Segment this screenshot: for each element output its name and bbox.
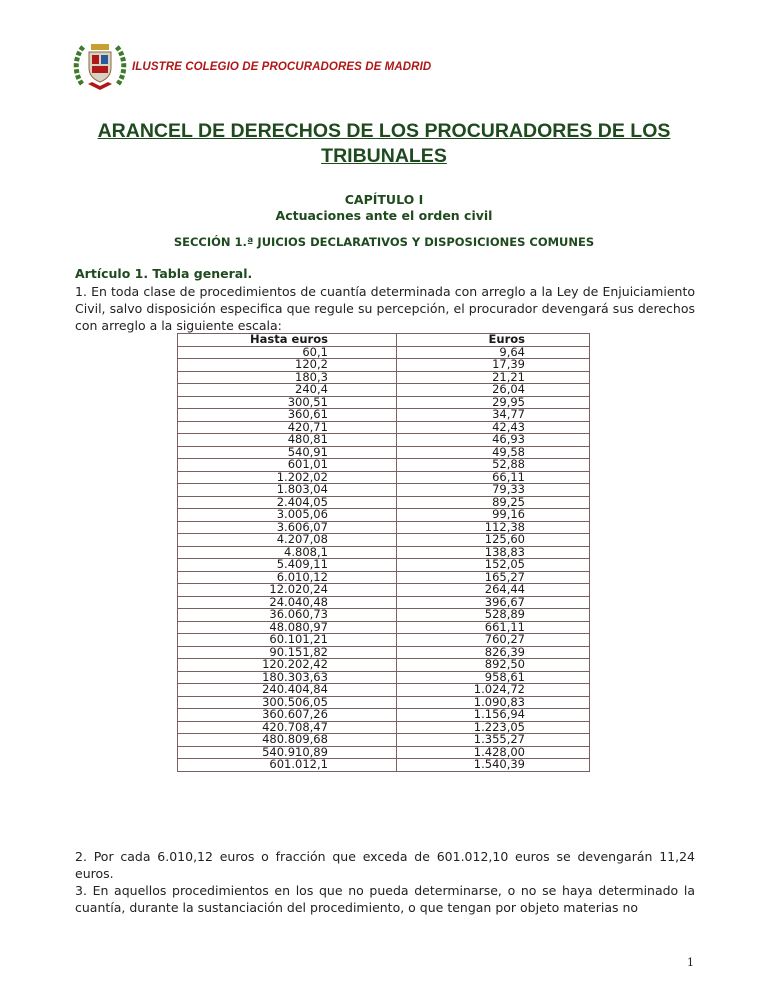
table-row [178,446,590,459]
table-row [178,609,590,622]
table-row [178,521,590,534]
table-row [178,584,590,597]
cell-euros: 1.355,27 [396,734,589,747]
table-row [178,721,590,734]
table-row [178,396,590,409]
cell-hasta-euros: 360.607,26 [178,709,397,722]
table-row [178,659,590,672]
cell-hasta-euros: 300.506,05 [178,696,397,709]
cell-euros: 125,60 [396,534,589,547]
column-header-hasta: Hasta euros [178,334,397,347]
cell-euros: 892,50 [396,659,589,672]
cell-hasta-euros: 300,51 [178,396,397,409]
cell-hasta-euros: 601.012,1 [178,759,397,772]
cell-euros: 26,04 [396,384,589,397]
cell-hasta-euros: 1.803,04 [178,484,397,497]
table-header-row [178,334,590,347]
cell-hasta-euros: 4.207,08 [178,534,397,547]
cell-hasta-euros: 601,01 [178,459,397,472]
cell-hasta-euros: 12.020,24 [178,584,397,597]
table-row [178,534,590,547]
table-row [178,359,590,372]
cell-hasta-euros: 240.404,84 [178,684,397,697]
cell-euros: 1.428,00 [396,746,589,759]
chapter-number: CAPÍTULO I [344,192,424,207]
fee-table-body [178,346,590,771]
cell-euros: 165,27 [396,571,589,584]
document-header [72,40,532,92]
cell-euros: 17,39 [396,359,589,372]
cell-euros: 1.090,83 [396,696,589,709]
cell-euros: 264,44 [396,584,589,597]
table-row [178,434,590,447]
cell-hasta-euros: 3.005,06 [178,509,397,522]
cell-euros: 396,67 [396,596,589,609]
cell-hasta-euros: 3.606,07 [178,521,397,534]
cell-hasta-euros: 540,91 [178,446,397,459]
cell-hasta-euros: 24.040,48 [178,596,397,609]
table-row [178,684,590,697]
article-heading: Artículo 1. Tabla general. [75,266,253,281]
table-row [178,696,590,709]
section-heading: SECCIÓN 1.ª JUICIOS DECLARATIVOS Y DISPOSICIONES COMUNES [173,235,595,249]
cell-euros: 826,39 [396,646,589,659]
coat-of-arms-icon [72,40,128,92]
cell-euros: 112,38 [396,521,589,534]
table-row [178,384,590,397]
cell-euros: 29,95 [396,396,589,409]
cell-euros: 99,16 [396,509,589,522]
paragraph-1: 1. En toda clase de procedimientos de cuantía determinada con arreglo a la Ley de Enjuiciamiento Civil, salvo disposición especifica que regule su percepción, el procurador devengará sus derechos con arreglo a la siguiente escala: [75,284,695,333]
cell-hasta-euros: 36.060,73 [178,609,397,622]
cell-hasta-euros: 180.303,63 [178,671,397,684]
table-row [178,709,590,722]
cell-hasta-euros: 90.151,82 [178,646,397,659]
cell-hasta-euros: 480.809,68 [178,734,397,747]
table-row [178,671,590,684]
table-row [178,346,590,359]
cell-hasta-euros: 360,61 [178,409,397,422]
cell-hasta-euros: 1.202,02 [178,471,397,484]
cell-euros: 760,27 [396,634,589,647]
cell-hasta-euros: 5.409,11 [178,559,397,572]
cell-hasta-euros: 4.808,1 [178,546,397,559]
cell-hasta-euros: 480,81 [178,434,397,447]
table-row [178,621,590,634]
table-row [178,759,590,772]
cell-hasta-euros: 6.010,12 [178,571,397,584]
cell-euros: 66,11 [396,471,589,484]
table-row [178,496,590,509]
cell-hasta-euros: 60,1 [178,346,397,359]
chapter-name: Actuaciones ante el orden civil [275,208,493,223]
cell-hasta-euros: 2.404,05 [178,496,397,509]
table-row [178,371,590,384]
table-row [178,459,590,472]
table-row [178,559,590,572]
cell-hasta-euros: 48.080,97 [178,621,397,634]
cell-hasta-euros: 120,2 [178,359,397,372]
page-number: 1 [687,956,694,969]
table-row [178,471,590,484]
table-row [178,421,590,434]
cell-hasta-euros: 420.708,47 [178,721,397,734]
table-row [178,571,590,584]
cell-hasta-euros: 540.910,89 [178,746,397,759]
organization-name: ILUSTRE COLEGIO DE PROCURADORES DE MADRID [132,61,432,73]
table-row [178,746,590,759]
table-row [178,634,590,647]
document-title: ARANCEL DE DERECHOS DE LOS PROCURADORES DE LOS TRIBUNALES [97,120,671,167]
column-header-euros: Euros [396,334,589,347]
fee-table [177,333,590,772]
table-row [178,646,590,659]
cell-euros: 89,25 [396,496,589,509]
cell-euros: 46,93 [396,434,589,447]
cell-hasta-euros: 240,4 [178,384,397,397]
cell-euros: 152,05 [396,559,589,572]
cell-euros: 528,89 [396,609,589,622]
cell-hasta-euros: 180,3 [178,371,397,384]
cell-euros: 52,88 [396,459,589,472]
table-row [178,734,590,747]
paragraph-3: 3. En aquellos procedimientos en los que no pueda determinarse, o no se haya determinado la cuantía, durante la sustanciación del procedimiento, o que tengan por objeto materias no [75,883,695,915]
paragraph-2: 2. Por cada 6.010,12 euros o fracción que exceda de 601.012,10 euros se devengarán 11,24 euros. [75,849,695,881]
table-row [178,509,590,522]
table-row [178,546,590,559]
cell-hasta-euros: 420,71 [178,421,397,434]
cell-euros: 21,21 [396,371,589,384]
table-row [178,409,590,422]
cell-hasta-euros: 60.101,21 [178,634,397,647]
cell-euros: 9,64 [396,346,589,359]
cell-euros: 1.223,05 [396,721,589,734]
cell-euros: 49,58 [396,446,589,459]
cell-euros: 138,83 [396,546,589,559]
cell-euros: 34,77 [396,409,589,422]
cell-euros: 42,43 [396,421,589,434]
table-row [178,484,590,497]
cell-euros: 1.024,72 [396,684,589,697]
cell-euros: 79,33 [396,484,589,497]
cell-euros: 661,11 [396,621,589,634]
table-row [178,596,590,609]
cell-euros: 1.156,94 [396,709,589,722]
cell-hasta-euros: 120.202,42 [178,659,397,672]
cell-euros: 958,61 [396,671,589,684]
cell-euros: 1.540,39 [396,759,589,772]
